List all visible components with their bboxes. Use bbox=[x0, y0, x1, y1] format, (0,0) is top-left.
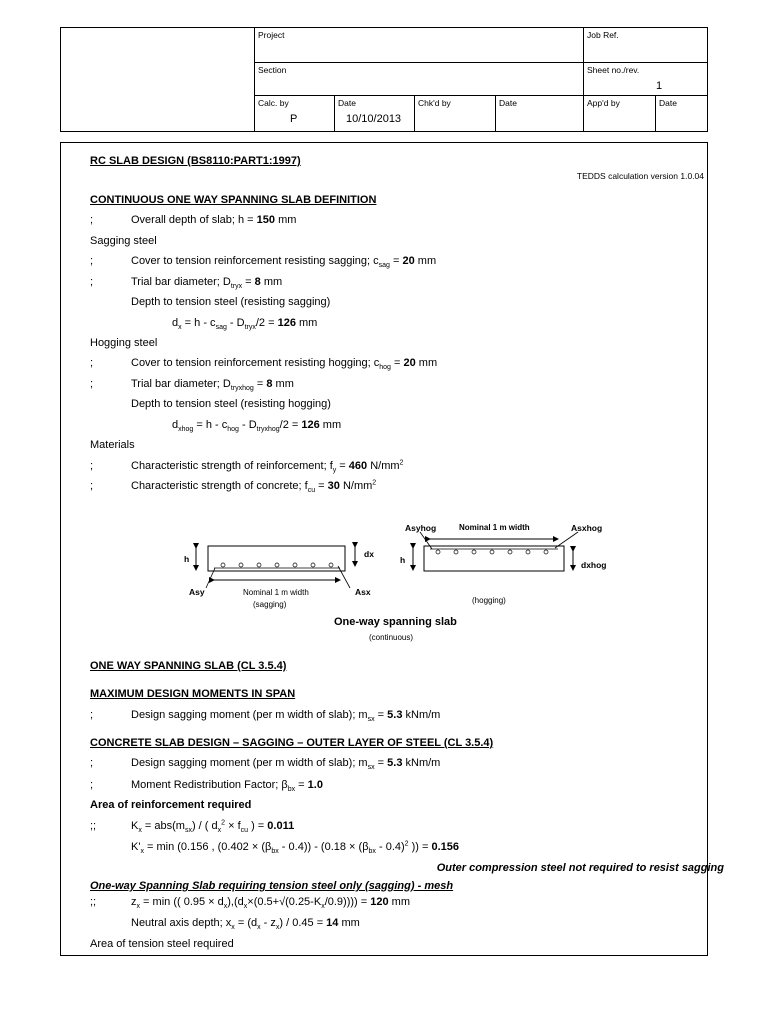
calcby-value: P bbox=[290, 113, 298, 125]
semicolon: ; bbox=[90, 460, 94, 472]
header-divider bbox=[583, 27, 584, 132]
header-divider bbox=[414, 95, 415, 132]
sheet-label: Sheet no./rev. bbox=[587, 65, 640, 75]
hogging-slab-diagram bbox=[400, 523, 607, 605]
header-divider bbox=[254, 62, 708, 63]
line-depth-hog: Depth to tension steel (resisting hogging) bbox=[131, 398, 331, 410]
header-divider bbox=[254, 27, 255, 132]
line-overall-depth: Overall depth of slab; h = 150 mm bbox=[131, 214, 297, 226]
semicolon-double: ;; bbox=[90, 896, 97, 908]
label-asyhog: Asyhog bbox=[405, 523, 437, 533]
label-asx: Asx bbox=[355, 587, 371, 597]
project-label: Project bbox=[258, 30, 285, 40]
doc-title: RC SLAB DESIGN (BS8110:PART1:1997) bbox=[90, 155, 301, 167]
semicolon: ; bbox=[90, 709, 94, 721]
line-bar-diameter-hog: Trial bar diameter; $D_{tryxhog} = 8$ mm bbox=[131, 378, 294, 393]
section-label: Section bbox=[258, 65, 287, 75]
line-msx: Design sagging moment (per m width of slab); $m_{sx} = 5.3$ kNm/m bbox=[131, 709, 441, 724]
semicolon: ; bbox=[90, 757, 94, 769]
date-value: 10/10/2013 bbox=[346, 113, 402, 125]
sheet-value: 1 bbox=[656, 80, 663, 92]
date3-label: Date bbox=[659, 98, 677, 108]
hogging-steel-heading: Hogging steel bbox=[90, 337, 158, 349]
label-dxhog: dxhog bbox=[581, 560, 607, 570]
label-nominal-left: Nominal 1 m width bbox=[243, 588, 309, 597]
line-msx-2: Design sagging moment (per m width of slab); $m_{sx} = 5.3$ kNm/m bbox=[131, 757, 441, 772]
calcby-label: Calc. by bbox=[258, 98, 289, 108]
section-heading-concrete-design: CONCRETE SLAB DESIGN – SAGGING – OUTER LAYER OF STEEL (CL 3.5.4) bbox=[90, 737, 494, 749]
section-heading-definition: CONTINUOUS ONE WAY SPANNING SLAB DEFINITION bbox=[90, 194, 377, 206]
materials-heading: Materials bbox=[90, 439, 135, 451]
semicolon: ; bbox=[90, 779, 94, 791]
semicolon: ; bbox=[90, 255, 94, 267]
formula-dx: $d_x = h - c_{sag} - D_{tryx}/2 = 126$ mm bbox=[172, 317, 318, 332]
header-divider bbox=[495, 95, 496, 132]
header-divider bbox=[254, 95, 708, 96]
header-divider bbox=[655, 95, 656, 132]
chkd-label: Chk'd by bbox=[418, 98, 451, 108]
semicolon: ; bbox=[90, 214, 94, 226]
version-note: TEDDS calculation version 1.0.04 bbox=[576, 171, 704, 181]
slab-diagram bbox=[0, 510, 768, 650]
formula-dxhog: $d_{xhog} = h - c_{hog} - D_{tryxhog}/2 = 126$ mm bbox=[172, 419, 342, 434]
line-depth-sag: Depth to tension steel (resisting sagging) bbox=[131, 296, 331, 308]
figure-caption-sub: (continuous) bbox=[369, 633, 414, 642]
line-bar-diameter: Trial bar diameter; $D_{tryx} = 8$ mm bbox=[131, 276, 283, 291]
date-label: Date bbox=[338, 98, 356, 108]
label-asy: Asy bbox=[189, 587, 205, 597]
formula-neutral-axis: Neutral axis depth; $x_x = (d_x - z_x) / 0.45 = 14$ mm bbox=[131, 917, 360, 932]
semicolon: ; bbox=[90, 357, 94, 369]
line-fcu: Characteristic strength of concrete; $f_{cu} = 30$ $N/mm^2$ bbox=[131, 479, 377, 495]
label-sagging: (sagging) bbox=[253, 600, 287, 609]
formula-k-prime: $K'_x = \min (0.156$ , $(0.402 \times (\beta_{bx} - 0.4)) - (0.18 \times (\beta_{bx} - 0.4)^2$ )) = 0.156 bbox=[131, 840, 460, 856]
sagging-steel-heading: Sagging steel bbox=[90, 235, 157, 247]
date2-label: Date bbox=[499, 98, 517, 108]
label-hogging: (hogging) bbox=[472, 596, 506, 605]
area-tension-heading: Area of tension steel required bbox=[90, 938, 234, 950]
line-cover-sag: Cover to tension reinforcement resisting sagging; $c_{sag} = 20$ mm bbox=[131, 255, 437, 270]
label-dx: dx bbox=[364, 549, 374, 559]
section-heading-max-moments: MAXIMUM DESIGN MOMENTS IN SPAN bbox=[90, 688, 296, 700]
label-h-right: h bbox=[400, 555, 406, 565]
line-beta: Moment Redistribution Factor; $\beta_{bx} = 1.0$ bbox=[131, 779, 323, 794]
line-fy: Characteristic strength of reinforcement; $f_y = 460$ $N/mm^2$ bbox=[131, 459, 404, 475]
semicolon: ; bbox=[90, 276, 94, 288]
label-h-left: h bbox=[184, 554, 190, 564]
formula-z: $z_x = \min$ (( $0.95 \times d_x),(d_x\times(0.5+√(0.25-K_x/0.9)))) = 120$ mm bbox=[131, 896, 410, 911]
figure-caption: One-way spanning slab bbox=[334, 616, 457, 628]
formula-k: $K_x = abs(m_{sx})$ / ( $d_x^2 \times f_{cu}$ ) = 0.011 bbox=[131, 819, 295, 835]
header-divider bbox=[334, 95, 335, 132]
section-heading-one-way: ONE WAY SPANNING SLAB (CL 3.5.4) bbox=[90, 660, 287, 672]
line-cover-hog: Cover to tension reinforcement resisting hogging; $c_{hog} = 20$ mm bbox=[131, 357, 438, 372]
semicolon: ; bbox=[90, 480, 94, 492]
semicolon-double: ;; bbox=[90, 820, 97, 832]
outer-compression-note: Outer compression steel not required to resist sagging bbox=[436, 862, 724, 874]
mesh-note: One-way Spanning Slab requiring tension steel only (sagging) - mesh bbox=[90, 880, 454, 892]
label-asxhog: Asxhog bbox=[571, 523, 603, 533]
semicolon: ; bbox=[90, 378, 94, 390]
jobref-label: Job Ref. bbox=[587, 30, 619, 40]
label-nominal-right: Nominal 1 m width bbox=[459, 523, 530, 532]
area-required-heading: Area of reinforcement required bbox=[90, 799, 252, 811]
appd-label: App'd by bbox=[587, 98, 620, 108]
sagging-slab-diagram bbox=[184, 546, 374, 609]
